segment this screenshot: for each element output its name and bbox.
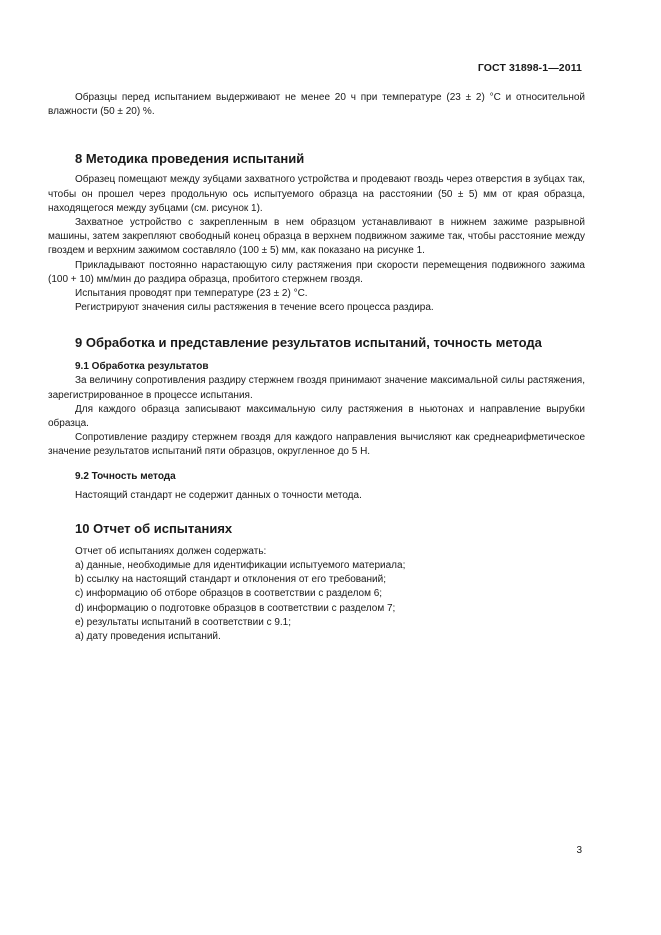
list-item: d) информацию о подготовке образцов в соответствии с разделом 7; [75,602,396,614]
subsection-9-2-body [48,489,585,503]
paragraph: Отчет об испытаниях должен содержать: [75,545,267,557]
paragraph: Образец помещают между зубцами захватного устройства и продевают гвоздь через отверстия в зубцах так, чтобы он прошел через продольную ось испытуемого образца на расстоянии (50 ± 5) мм от края образца, находящегося между зубцами (см. рисунок 1). [48,174,585,214]
document-code: ГОСТ 31898-1—2011 [477,62,582,74]
page-number: 3 [576,845,582,856]
intro-block [48,91,585,119]
paragraph: Прикладывают постоянно нарастающую силу растяжения при скорости перемещения подвижного зажима (100 + 10) мм/мин до раздира образца, пробитого стержнем гвоздя. [48,259,585,285]
list-item: a) данные, необходимые для идентификации испытуемого материала; [75,560,406,572]
section-10-title: 10 Отчет об испытаниях [75,520,233,536]
subsection-9-1-body [48,374,585,459]
list-item: e) результаты испытаний в соответствии с 9.1; [75,616,292,628]
paragraph: За величину сопротивления раздиру стержнем гвоздя принимают значение максимальной силы растяжения, зарегистрированное в процессе испытания. [48,375,585,401]
paragraph: Настоящий стандарт не содержит данных о точности метода. [75,489,362,501]
paragraph: Сопротивление раздиру стержнем гвоздя для каждого направления вычисляют как среднеарифметическое значение результатов испытаний пяти образцов, округленное до 5 Н. [48,432,585,458]
section-8-body [48,173,585,315]
page-content [48,91,585,644]
paragraph: Захватное устройство с закрепленным в нем образцом устанавливают в нижнем зажиме разрывной машины, затем закрепляют свободный конец образца в верхнем подвижном зажиме так, чтобы расстояние между гвоздем и верхним зажимом составляло (100 ± 5) мм, как показано на рисунке 1. [48,217,585,257]
intro-paragraph: Образцы перед испытанием выдерживают не менее 20 ч при температуре (23 ± 2) °С и относительной влажности (50 ± 20) %. [48,92,585,118]
section-10-body [48,545,585,559]
list-item: b) ссылку на настоящий стандарт и отклонения от его требований; [75,574,386,586]
subsection-9-1-title: 9.1 Обработка результатов [75,361,209,373]
subsection-9-2-title: 9.2 Точность метода [75,470,176,482]
report-items-list [75,559,585,644]
section-8-title: 8 Методика проведения испытаний [75,151,305,167]
paragraph: Для каждого образца записывают максимальную силу растяжения в ньютонах и направление вырубки образца. [48,403,585,430]
list-item: c) информацию об отборе образцов в соответствии с разделом 6; [75,588,383,600]
section-9-title: 9 Обработка и представление результатов испытаний, точность метода [75,335,542,351]
paragraph: Испытания проводят при температуре (23 ± 2) °С. [75,288,308,300]
list-item: a) дату проведения испытаний. [75,631,221,643]
paragraph: Регистрируют значения силы растяжения в течение всего процесса раздира. [75,302,434,314]
